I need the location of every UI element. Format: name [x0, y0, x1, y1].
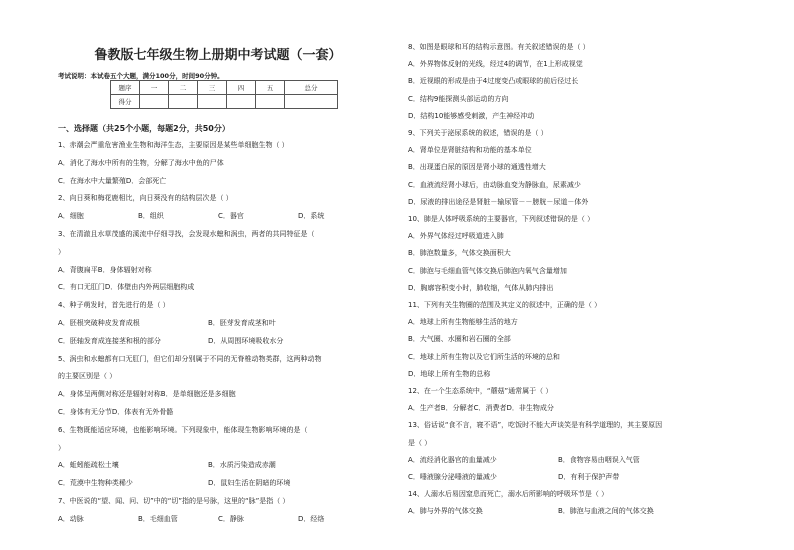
question-line: 的主要区别是（ ）: [58, 372, 117, 381]
question-line: 6、生物既能适应环境，也能影响环境。下列现象中，能体现生物影响环境的是（: [58, 425, 308, 434]
answer-option: A．细胞: [58, 212, 84, 221]
score-header-cell: 五: [256, 81, 285, 95]
question-line: 是（ ）: [408, 438, 432, 447]
question-line: 14、人溺水后易因窒息而死亡，溺水后所影响的呼吸环节是（ ）: [408, 490, 609, 499]
question-line: ）: [58, 443, 65, 452]
question-line: A．地球上所有生物能够生活的地方: [408, 318, 518, 327]
question-line: 10、肺是人体呼吸系统的主要器官，下列叙述错误的是（ ）: [408, 215, 595, 223]
answer-option: C．唾液腺分泌唾液的量减少: [408, 473, 497, 481]
question-line: A．肾单位是肾脏结构和功能的基本单位: [408, 146, 532, 155]
answer-option: B．组织: [138, 212, 164, 221]
question-line: [408, 507, 708, 516]
question-line: [58, 461, 358, 470]
question-line: B．近视眼的形成是由于4过度变凸或眼球的前后径过长: [408, 77, 579, 86]
answer-option: B．毛细血管: [138, 514, 178, 523]
answer-option: A．蚯蚓能疏松土壤: [58, 461, 119, 470]
score-table: [110, 80, 338, 109]
question-line: 12、在一个生态系统中，“蘑菇”通常属于（ ）: [408, 387, 553, 395]
question-line: A．背腹扁平B．身体辐射对称: [58, 265, 152, 274]
answer-option: D．经络: [298, 514, 325, 523]
score-cell[interactable]: [256, 95, 285, 109]
answer-option: B．食物容易由咽误入气管: [558, 455, 640, 464]
answer-option: A．胚根突破种皮发育成根: [58, 319, 140, 327]
question-line: B．出现蛋白尿的原因是肾小球的通透性增大: [408, 163, 546, 172]
score-header-cell: 总分: [285, 81, 338, 95]
answer-option: B．胚芽发育成茎和叶: [208, 319, 276, 327]
question-line: D．胸廓容积变小时，肺收缩，气体从肺内排出: [408, 283, 554, 292]
answer-option: B．肺泡与血液之间的气体交换: [558, 507, 654, 516]
score-cell[interactable]: [227, 95, 256, 109]
score-header-cell: 三: [198, 81, 227, 95]
question-line: 13、俗话说“食不言，寝不语”，吃饭时不能大声谈笑是有科学道理的，其主要原因: [408, 421, 663, 430]
score-header-cell: 四: [227, 81, 256, 95]
question-line: D．结构10能够感受刺激，产生神经冲动: [408, 111, 535, 120]
question-line: 11、下列有关生物圈的范围及其定义的叙述中，正确的是（ ）: [408, 301, 602, 309]
score-cell[interactable]: [198, 95, 227, 109]
question-line: 9、下列关于泌尿系统的叙述，错误的是（ ）: [408, 129, 548, 137]
question-line: B．肺泡数量多，气体交换面积大: [408, 249, 511, 258]
question-line: D．地球上所有生物的总称: [408, 369, 491, 378]
question-line: 3、在清澈且水草茂盛的溪流中仔细寻找，会发现水螅和涡虫，两者的共同特征是（: [58, 230, 315, 238]
score-header-cell: 题序: [111, 81, 140, 95]
question-line: 4、种子萌发时，首先进行的是（ ）: [58, 301, 170, 310]
score-header-cell: 二: [169, 81, 198, 95]
question-line: C．肺泡与毛细血管气体交换后肺泡内氧气含量增加: [408, 266, 567, 275]
question-line: D．尿液的排出途径是肾脏－输尿管－－膀胱－尿道－体外: [408, 197, 589, 206]
answer-option: D．有利于保护声带: [558, 473, 620, 481]
page-title: 鲁教版七年级生物上册期中考试题（一套）: [94, 48, 342, 63]
answer-option: C．器官: [218, 212, 244, 221]
score-cell[interactable]: [285, 95, 338, 109]
question-line: C．身体有无分节D．体表有无外骨骼: [58, 408, 174, 416]
answer-option: C．静脉: [218, 514, 244, 523]
question-line: A．外界气体经过呼吸道进入肺: [408, 232, 504, 241]
question-line: A．身体呈两侧对称还是辐射对称B．是单细胞还是多细胞: [58, 390, 236, 399]
question-line: 7、中医说的“望、闻、问、切”中的“切”指的是号脉，这里的“脉”是指（ ）: [58, 497, 290, 505]
question-line: ）: [58, 247, 65, 256]
answer-option: A．肺与外界的气体交换: [408, 507, 483, 516]
score-row-label: 得分: [111, 95, 140, 109]
answer-option: C．荒漠中生物种类稀少: [58, 479, 133, 488]
answer-option: B．水质污染造成赤潮: [208, 461, 276, 470]
question-line: [58, 479, 358, 488]
section-heading: 一、选择题（共25个小题，每题2分，共50分）: [58, 124, 230, 133]
score-cell[interactable]: [169, 95, 198, 109]
question-line: A．外界物体反射的光线，经过4的调节，在1上形成视觉: [408, 60, 583, 69]
question-line: C．有口无肛门D．体壁由内外两层细胞构成: [58, 283, 195, 292]
answer-option: A．动脉: [58, 514, 84, 523]
answer-option: C．胚轴发育成连接茎和根的部分: [58, 336, 161, 345]
question-line: 5、涡虫和水螅都有口无肛门，但它们却分别属于不同的无脊椎动物类群，这两种动物: [58, 354, 322, 363]
question-line: 2、向日葵和梅花鹿相比，向日葵没有的结构层次是（ ）: [58, 194, 233, 203]
question-line: [58, 319, 358, 328]
answer-option: D．从周围环境吸收水分: [208, 336, 284, 345]
question-line: C．结构9能探测头部运动的方向: [408, 94, 509, 103]
question-line: 1、赤潮会严重危害渔业生物和海洋生态，主要原因是某些单细胞生物（ ）: [58, 141, 289, 149]
score-cell[interactable]: [140, 95, 169, 109]
answer-option: A．流经消化器官的血量减少: [408, 455, 497, 464]
score-table-score-row: [111, 95, 338, 109]
question-line: [408, 473, 708, 482]
question-line: A．生产者B．分解者C．消费者D．非生物成分: [408, 404, 554, 413]
score-header-cell: 一: [140, 81, 169, 95]
question-line: [58, 337, 358, 346]
question-line: [58, 212, 378, 221]
answer-option: D．鼠妇生活在阴暗的环境: [208, 479, 291, 488]
exam-note: 考试说明：本试卷五个大题，满分100分，时间90分钟。: [58, 72, 224, 80]
question-line: [58, 515, 378, 524]
question-line: C．血液流经肾小球后，由动脉血变为静脉血，尿素减少: [408, 180, 581, 189]
question-line: 8、如图是眼球和耳的结构示意图。有关叙述错误的是（ ）: [408, 43, 590, 51]
question-line: A．消化了海水中所有的生物，分解了海水中鱼的尸体: [58, 158, 224, 167]
question-line: C．在海水中大量繁殖D．会部死亡: [58, 176, 167, 185]
score-table-header-row: [111, 81, 338, 95]
question-line: B．大气圈、水圈和岩石圈的全部: [408, 335, 511, 344]
question-line: [408, 456, 708, 465]
question-line: C．地球上所有生物以及它们所生活的环境的总和: [408, 352, 560, 361]
answer-option: D．系统: [298, 212, 325, 221]
